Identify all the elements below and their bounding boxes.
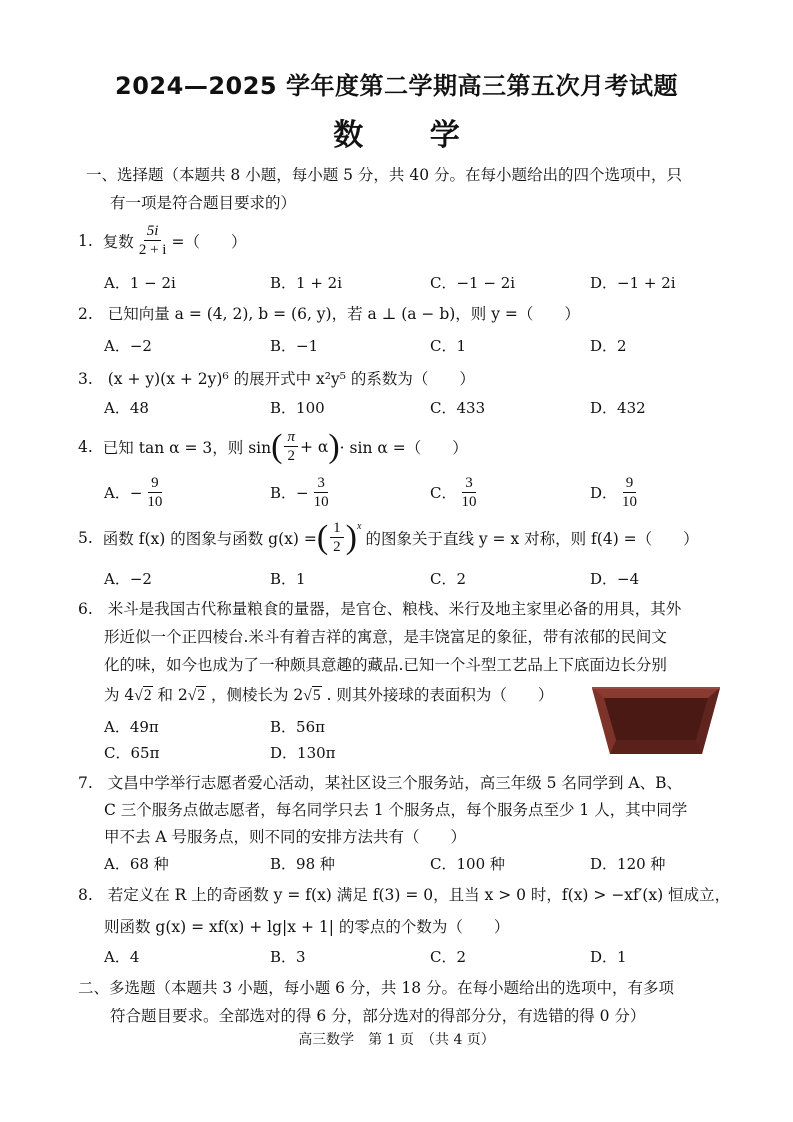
q4-d-num: 9 [623, 474, 637, 493]
q5-number: 5. [78, 528, 93, 547]
q4-option-b [270, 474, 334, 511]
q3-option-d: D．432 [590, 399, 646, 417]
q6-option-c: C．65π [104, 744, 160, 762]
q4-c-num: 3 [462, 474, 476, 493]
q7-line3: 甲不去 A 号服务点，则不同的安排方法共有（ ） [104, 828, 467, 846]
q3-option-c: C．433 [430, 399, 486, 417]
q5-right-paren: ) [345, 518, 357, 556]
q8-line2: 则函数 g(x) = xf(x) + lg|x + 1| 的零点的个数为（ ） [104, 918, 510, 936]
q4-c-label: C． [430, 484, 457, 502]
q6-option-d: D．130π [270, 744, 336, 762]
q5-exponent: x [356, 521, 362, 532]
section2-line2: 符合题目要求。全部选对的得 6 分，部分选对的得部分分，有选错的得 0 分） [110, 1007, 646, 1025]
q8-option-a: A．4 [104, 948, 140, 966]
q5-option-b: B．1 [270, 570, 306, 588]
q4-option-d [590, 474, 642, 511]
q1-frac-den: 2 + i [138, 242, 167, 258]
q7-option-b: B．98 种 [270, 855, 335, 873]
page-title: 2024—2025 学年度第二学期高三第五次月考试题 [115, 72, 678, 100]
q8-number: 8. [78, 886, 93, 904]
q5-option-c: C．2 [430, 570, 467, 588]
q6-line4 [104, 683, 553, 705]
q1-option-c: C．−1 − 2i [430, 274, 516, 292]
q4-d-den: 10 [622, 494, 638, 510]
q6-radicand-3: 5 [312, 687, 321, 704]
q8-option-d: D．1 [590, 948, 627, 966]
q4-a-num: 9 [148, 474, 162, 493]
q4-left-paren: ( [271, 427, 283, 465]
q4-a-label: A． [104, 484, 130, 502]
q4-option-a [104, 474, 167, 511]
q4-a-sign: − [129, 483, 143, 502]
section1-line1: 一、选择题（本题共 8 小题，每小题 5 分，共 40 分。在每小题给出的四个选项中，只 [86, 166, 683, 184]
q4-stem-a: 已知 tan α = 3，则 sin [102, 438, 272, 457]
q5-stem-a: 函数 f(x) 的图象与函数 g(x) = [102, 529, 317, 548]
q6-line4-c: ，侧棱长为 2 [211, 686, 304, 704]
q2-option-b: B．−1 [270, 337, 319, 355]
q6-line3: 化的味，如今也成为了一种颇具意趣的藏品.已知一个斗型工艺品上下底面边长分别 [104, 656, 667, 674]
question-4 [78, 428, 468, 465]
question-1 [78, 222, 246, 259]
q6-line4-a: 为 4 [104, 686, 135, 704]
q7-option-d: D．120 种 [590, 855, 666, 873]
q4-stem-c: · sin α =（ ） [339, 438, 468, 457]
q4-b-label: B． [270, 484, 297, 502]
q1-option-d: D．−1 + 2i [590, 274, 676, 292]
question-6 [78, 597, 681, 619]
q4-fraction [284, 428, 298, 465]
q4-a-den: 10 [147, 494, 163, 510]
page-footer: 高三数学 第 1 页 （共 4 页） [298, 1032, 495, 1048]
q2-number: 2. [78, 305, 93, 323]
q1-tail: =（ ） [171, 232, 247, 251]
q1-stem: 复数 [102, 232, 134, 251]
q2-option-a: A．−2 [104, 337, 152, 355]
subject-title: 数 学 [333, 118, 488, 153]
q7-line1: 文昌中学举行志愿者爱心活动，某社区设三个服务站，高三年级 5 名同学到 A、B、 [107, 774, 682, 792]
q5-frac-num: 1 [330, 519, 344, 538]
q5-option-d: D．−4 [590, 570, 640, 588]
q6-radicand-1: 2 [143, 687, 152, 704]
question-8 [78, 883, 730, 905]
q4-stem-b: + α [299, 437, 329, 456]
q7-option-c: C．100 种 [430, 855, 505, 873]
q6-line1: 米斗是我国古代称量粮食的量器，是官仓、粮栈、米行及地主家里必备的用具，其外 [107, 600, 682, 618]
question-7 [78, 771, 682, 793]
q6-line4-b: 和 2 [157, 686, 188, 704]
q7-number: 7. [78, 774, 93, 792]
rice-measure-image [590, 680, 722, 758]
question-2 [78, 302, 580, 324]
q1-fraction [136, 222, 170, 259]
q1-option-b: B．1 + 2i [270, 274, 343, 292]
q4-b-num: 3 [314, 474, 328, 493]
q1-option-a: A．1 − 2i [104, 274, 176, 292]
section2-line1: 二、多选题（本题共 3 小题，每小题 6 分，共 18 分。在每小题给出的选项中，有多项 [78, 979, 675, 997]
q4-c-den: 10 [461, 494, 477, 510]
q2-option-d: D．2 [590, 337, 627, 355]
q2-stem: 已知向量 a = (4, 2), b = (6, y)，若 a ⊥ (a − b)，则 y =（ ） [107, 305, 580, 323]
q6-sqrt-sign-3: √ [303, 687, 312, 704]
q6-sqrt-sign-1: √ [134, 687, 143, 704]
q6-sqrt-sign-2: √ [187, 687, 197, 704]
q5-frac-den: 2 [333, 539, 341, 555]
q4-b-den: 10 [313, 494, 329, 510]
q5-option-a: A．−2 [104, 570, 152, 588]
q6-number: 6. [78, 600, 93, 618]
q3-stem: (x + y)(x + 2y)⁶ 的展开式中 x²y⁵ 的系数为（ ） [107, 370, 475, 388]
q3-option-b: B．100 [270, 399, 325, 417]
q5-fraction [330, 519, 344, 556]
q4-frac-den: 2 [287, 448, 295, 464]
q8-option-c: C．2 [430, 948, 467, 966]
q8-option-b: B．3 [270, 948, 306, 966]
q2-option-c: C．1 [430, 337, 467, 355]
q6-option-b: B．56π [270, 718, 325, 736]
q4-right-paren: ) [328, 427, 340, 465]
q3-number: 3. [78, 370, 93, 388]
q8-line1: 若定义在 R 上的奇函数 y = f(x) 满足 f(3) = 0，且当 x > 0 时，f(x) > −xf′(x) 恒成立， [107, 886, 731, 904]
q5-stem-b: 的图象关于直线 y = x 对称，则 f(4) =（ ） [365, 529, 699, 548]
q6-option-a: A．49π [104, 718, 159, 736]
q6-radicand-2: 2 [197, 687, 206, 704]
q4-number: 4. [78, 437, 93, 456]
q1-number: 1. [78, 231, 93, 250]
section1-line2: 有一项是符合题目要求的） [110, 194, 297, 212]
q5-left-paren: ( [316, 518, 329, 556]
q7-option-a: A．68 种 [104, 855, 169, 873]
question-5 [78, 519, 699, 556]
q4-frac-num: π [284, 428, 298, 447]
q6-line4-d: . 则其外接球的表面积为（ ） [326, 686, 554, 704]
rice-measure-illustration [590, 680, 722, 758]
q7-line2: C 三个服务点做志愿者，每名同学只去 1 个服务点，每个服务点至少 1 人，其中同学 [104, 801, 688, 819]
question-3 [78, 367, 475, 389]
q3-option-a: A．48 [104, 399, 149, 417]
q6-line2: 形近似一个正四棱台.米斗有着吉祥的寓意，是丰饶富足的象征，带有浓郁的民间文 [104, 628, 667, 646]
q4-b-sign: − [296, 483, 309, 502]
q1-frac-num: 5i [144, 222, 162, 241]
q4-option-c [430, 474, 481, 511]
q4-d-label: D． [590, 484, 618, 502]
